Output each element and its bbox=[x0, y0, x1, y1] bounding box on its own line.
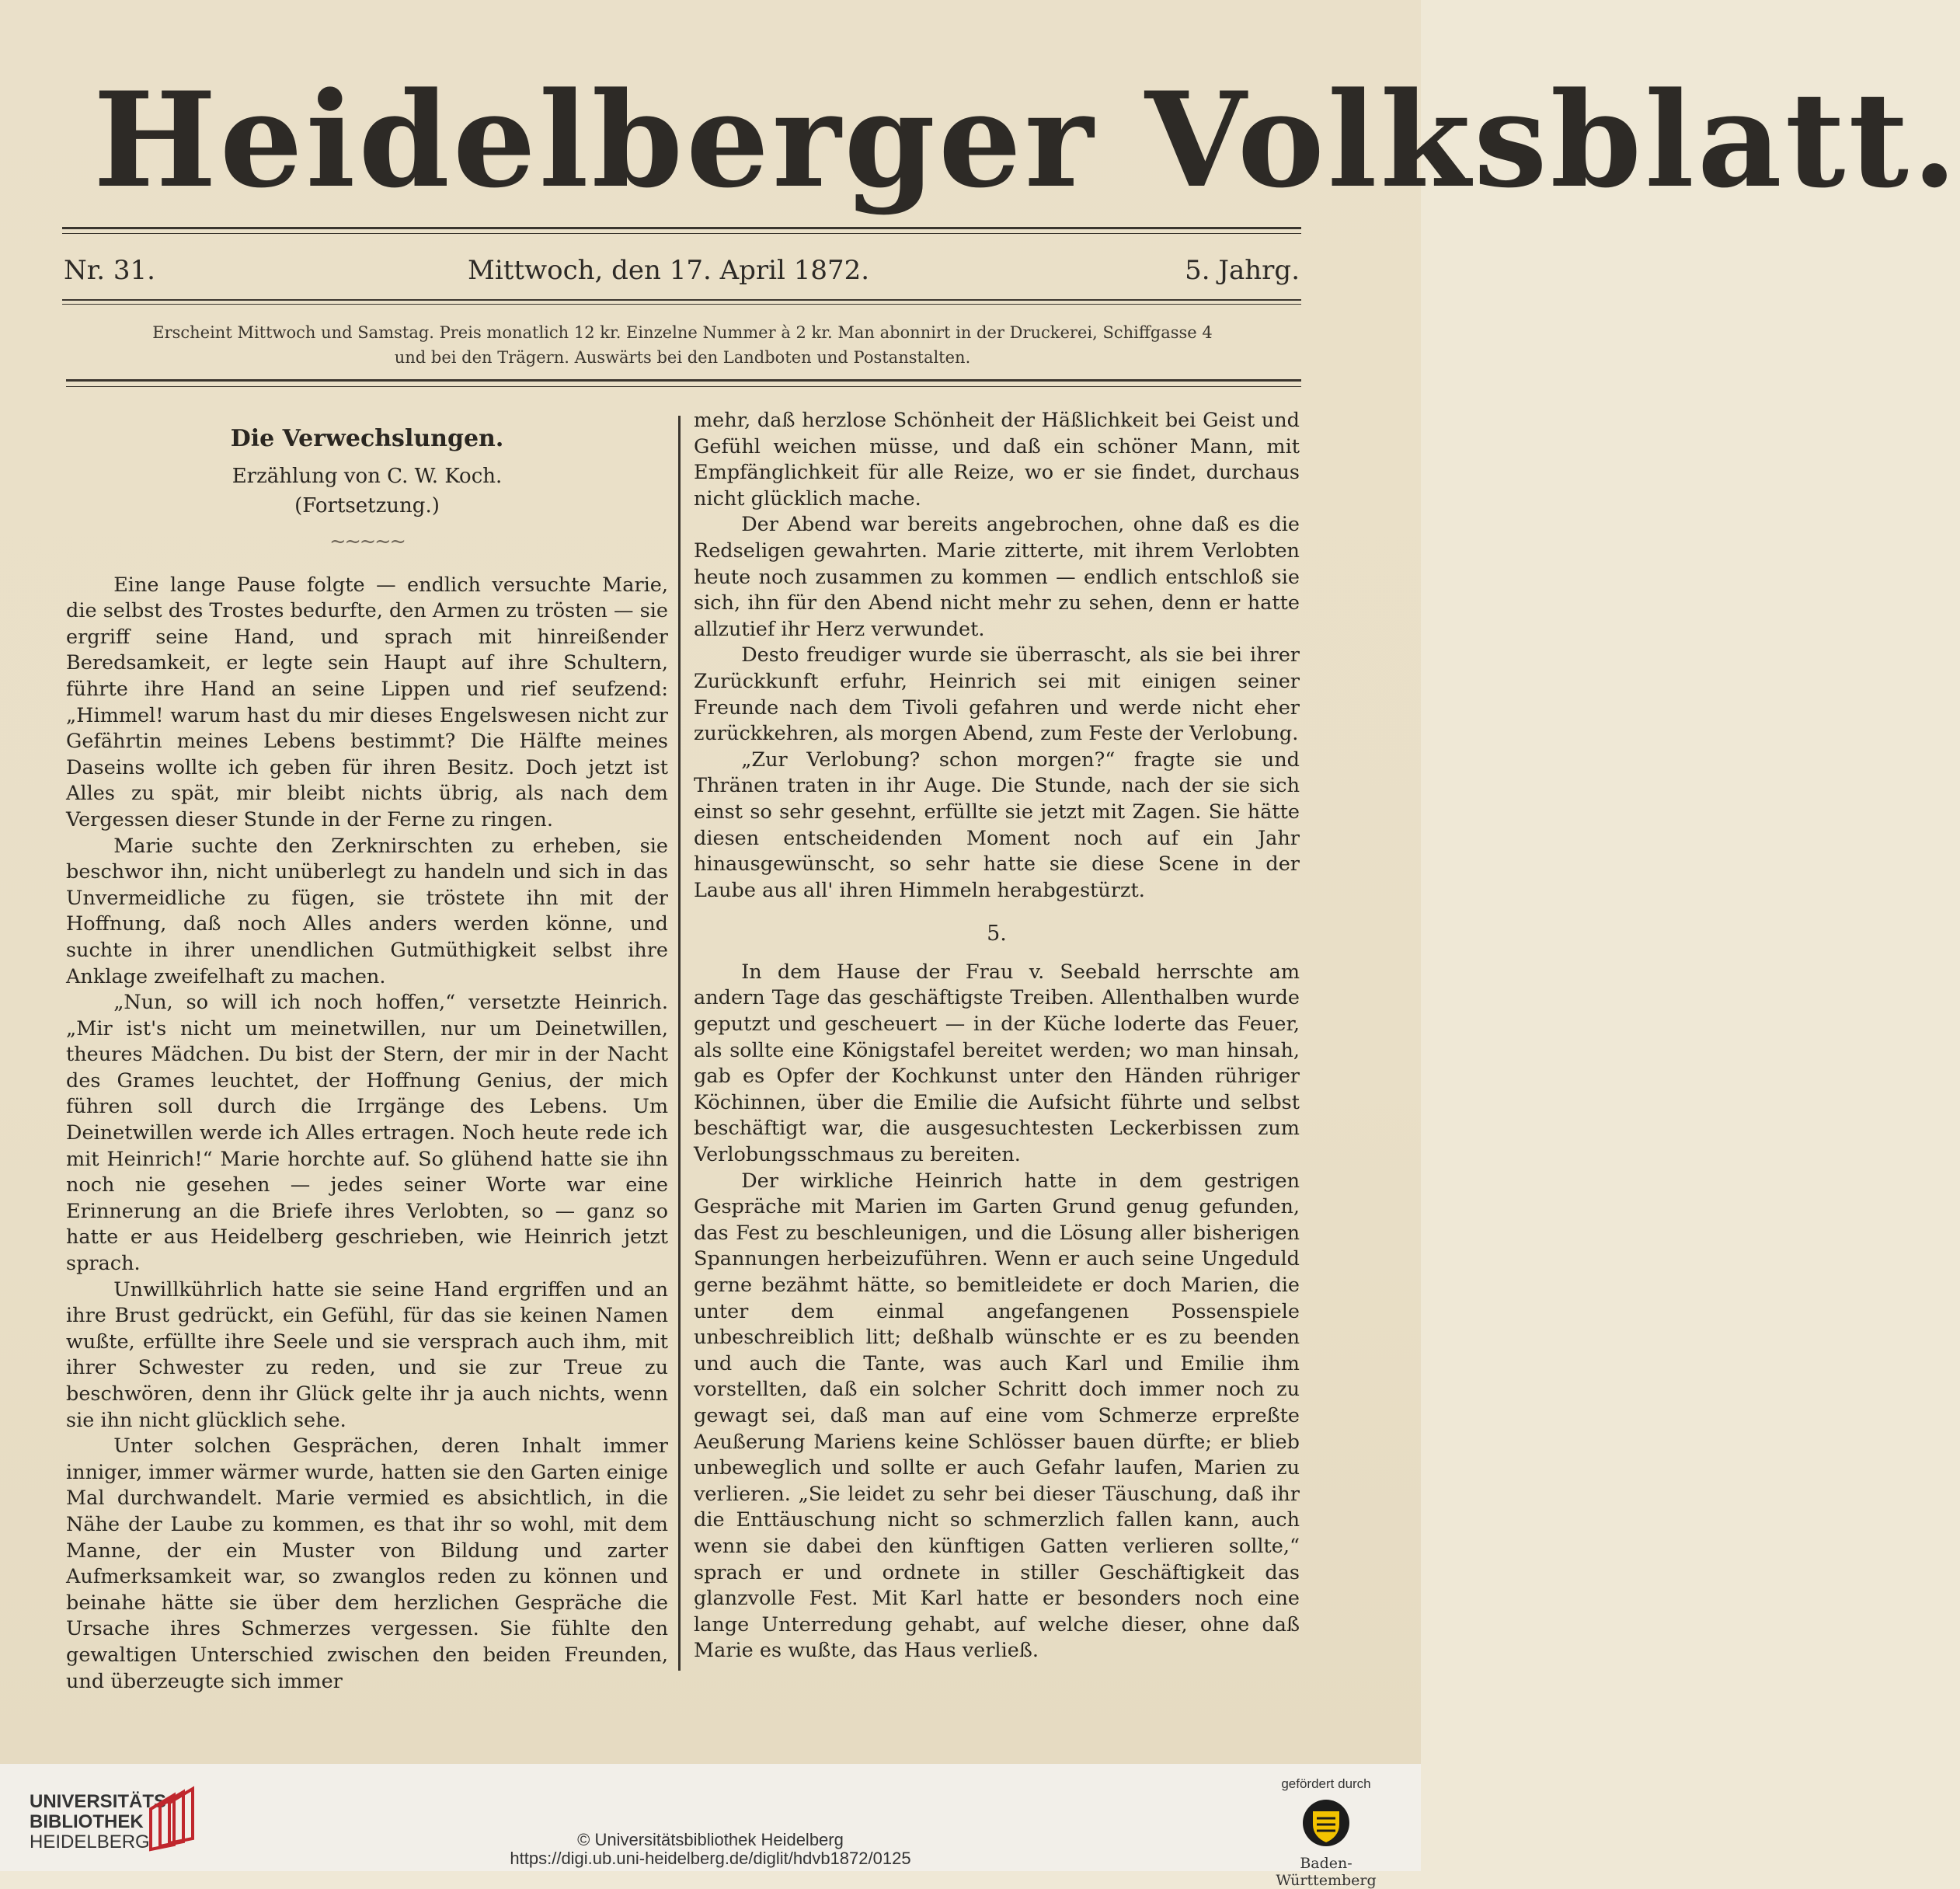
paragraph: Eine lange Pause folgte — endlich versuchte Marie, die selbst des Trostes bedurfte, den Armen zu trösten — sie ergriff seine Hand, und sprach mit hinreißender Beredsamkeit, er legte sein Haupt auf ihre Schultern, führte ihre Hand an seine Lippen und rief seufzend: „Himmel! warum hast du mir dieses Engelswesen nicht zur Gefährtin meines Lebens bestimmt? Die Hälfte meines Daseins wollte ich geben für ihren Besitz. Doch jetzt ist Alles zu spät, mir bleibt nichts übrig, als nach dem Vergessen dieser Stunde in der Ferne zu ringen. bbox=[66, 573, 668, 831]
library-name-line3: HEIDELBERG bbox=[30, 1831, 150, 1852]
paragraph: „Nun, so will ich noch hoffen,“ versetzte Heinrich. „Mir ist's nicht um meinetwillen, nur um Deinetwillen, theures Mädchen. Du bist der Stern, der mir in der Nacht des Grames leuchtet, der Hoffnung Genius, der mich führen soll durch die Irrgänge des Lebens. Um Deinetwillen werde ich Alles ertragen. Noch heute rede ich mit Heinrich!“ Marie horchte auf. So glühend hatte sie ihn noch nie gesehen — jedes seiner Worte war eine Erinnerung an die Briefe ihres Verlobten, so — ganz so hatte er aus Heidelberg geschrieben, wie Heinrich jetzt sprach. bbox=[66, 991, 668, 1276]
subscription-info-line1: Erscheint Mittwoch und Samstag. Preis monatlich 12 kr. Einzelne Nummer à 2 kr. Man abonnirt in der Druckerei, Schiffgasse 4 bbox=[152, 323, 1213, 342]
masthead-title: Heidelberger Volksblatt. bbox=[93, 63, 1960, 217]
issue-date: Mittwoch, den 17. April 1872. bbox=[468, 255, 870, 286]
masthead-rule-top bbox=[62, 227, 1301, 229]
paragraph: „Zur Verlobung? schon morgen?“ fragte sie und Thränen traten in ihr Auge. Die Stunde, nach der sie sich einst so sehr gesehnt, erfüllte sie jetzt mit Zagen. Sie hätte diesen entscheidenden Moment noch auf ein Jahr hinausgewünscht, so sehr hatte sie diese Scene in der Laube aus all' ihren Himmeln herabgestürzt. bbox=[694, 748, 1300, 902]
copyright-notice bbox=[0, 1831, 1421, 1868]
paragraph: Desto freudiger wurde sie überrascht, als sie bei ihrer Zurückkunft erfuhr, Heinrich sei mit einigen seiner Freunde nach dem Tivoli gefahren und werde nicht eher zurückkehren, als morgen Abend, zum Feste der Verlobung. bbox=[694, 643, 1300, 746]
content-rule-top bbox=[66, 379, 1301, 382]
funder-block bbox=[1252, 1776, 1400, 1889]
issue-year: 5. Jahrg. bbox=[1185, 255, 1300, 286]
article-column-right bbox=[694, 408, 1300, 1664]
funded-by-label: gefördert durch bbox=[1281, 1776, 1371, 1791]
copyright-text: © Universitätsbibliothek Heidelberg bbox=[577, 1830, 844, 1849]
issue-rule bbox=[62, 299, 1301, 301]
library-name-line2: BIBLIOTHEK bbox=[30, 1811, 144, 1832]
paragraph: Unter solchen Gesprächen, deren Inhalt immer inniger, immer wärmer wurde, hatten sie den Garten einige Mal durchwandelt. Marie vermied es absichtlich, in die Nähe der Laube zu kommen, es that ihr so wohl, mit dem Manne, der ein Muster von Bildung und zarter Aufmerksamkeit war, so zwanglos reden zu können und beinahe hätte sie über dem herzlichen Gespräche die Ursache ihres Schmerzes vergessen. Sie fühlte den gewaltigen Unterschied zwischen den beiden Freunden, und überzeugte sich immer bbox=[66, 1434, 668, 1693]
masthead-rule-thin bbox=[62, 233, 1301, 234]
article-title: Die Verwechslungen. bbox=[230, 425, 504, 452]
paragraph: mehr, daß herzlose Schönheit der Häßlichkeit bei Geist und Gefühl weichen müsse, und daß ein schöner Mann, mit Empfänglichkeit für alle Reize, wo er sie findet, durchaus nicht glücklich mache. bbox=[694, 409, 1300, 511]
paragraph: Marie suchte den Zerknirschten zu erheben, sie beschwor ihn, nicht unüberlegt zu handeln und sich in das Unvermeidliche zu fügen, sie tröstete ihn mit der Hoffnung, daß noch Alles anders werden könne, und suchte in ihrer unendlichen Gutmüthigkeit selbst ihre Anklage zweifelhaft zu machen. bbox=[66, 834, 668, 988]
paragraph: Der wirkliche Heinrich hatte in dem gestrigen Gespräche mit Marien im Garten Grund genug gefunden, das Fest zu beschleunigen, und die Lösung aller bisherigen Spannungen herbeizuführen. Wenn er auch seine Ungeduld gerne bezähmt hätte, so bemitleidete er doch Marien, die unter dem einmal angefangenen Possenspiele unbeschreiblich litt; deßhalb wünschte er es zu beenden und auch die Tante, was auch Karl und Emilie ihm vorstellten, daß ein solcher Schritt doch immer noch zu gewagt sei, daß man auf eine vom Schmerze erpreßte Aeußerung Mariens keine Schlösser bauen dürfte; er blieb unbeweglich und sollte er auch Gefahr laufen, Marien zu verlieren. „Sie leidet zu sehr bei dieser Täuschung, daß ihr die Enttäuschung nicht so schmerzlich fallen kann, auch wenn sie dabei den künftigen Gatten verlieren sollte,“ sprach er und ordnete in stiller Geschäftigkeit das glanzvolle Fest. Mit Karl hatte er besonders noch eine lange Unterredung gehabt, auf welche dieser, ohne daß Marie es wußte, das Haus verließ. bbox=[694, 1169, 1300, 1663]
subscription-info-line2: und bei den Trägern. Auswärts bei den Landboten und Postanstalten. bbox=[394, 348, 971, 367]
baden-wuerttemberg-seal-icon bbox=[1301, 1798, 1351, 1848]
issue-line bbox=[62, 249, 1301, 295]
funder-name: Baden-Württemberg bbox=[1276, 1855, 1377, 1889]
issue-rule-thin bbox=[62, 304, 1301, 305]
viewer-footer bbox=[0, 1764, 1421, 1889]
ornament-divider: ~~~~~ bbox=[329, 530, 405, 553]
paragraph: Der Abend war bereits angebrochen, ohne daß es die Redseligen gewahrten. Marie zitterte, mit ihrem Verlobten heute noch zusammen zu kommen — endlich entschloß sie sich, ihn für den Abend nicht mehr zu sehen, denn er hatte allzutief ihr Herz verwundet. bbox=[694, 513, 1300, 641]
article-author: Erzählung von C. W. Koch. bbox=[232, 465, 503, 488]
section-number: 5. bbox=[987, 922, 1007, 946]
subscription-info bbox=[59, 320, 1306, 370]
permalink[interactable]: https://digi.ub.uni-heidelberg.de/diglit/hdvb1872/0125 bbox=[510, 1849, 911, 1868]
paragraph: Unwillkührlich hatte sie seine Hand ergriffen und an ihre Brust gedrückt, ein Gefühl, für das sie keinen Namen wußte, erfüllte ihre Seele und sie versprach auch ihm, mit ihrer Schwester zu reden, und sie zur Treue zu beschwören, denn ihr Glück gelte ihr ja auch nichts, wenn sie ihn nicht glücklich sehe. bbox=[66, 1277, 668, 1432]
issue-number: Nr. 31. bbox=[64, 255, 155, 286]
article-column-left bbox=[66, 408, 668, 1695]
content-rule-thin bbox=[66, 386, 1301, 387]
paragraph: In dem Hause der Frau v. Seebald herrschte am andern Tage das geschäftigste Treiben. Allenthalben wurde geputzt und gescheuert — in der Küche loderte das Feuer, als sollte eine Königstafel bereitet werden; wo man hinsah, gab es Opfer der Kochkunst unter den Händen rühriger Köchinnen, über die Emilie die Aufsicht führte und selbst beschäftigt war, die ausgesuchtesten Leckerbissen zum Verlobungsschmaus zu bereiten. bbox=[694, 960, 1300, 1167]
article-continuation: (Fortsetzung.) bbox=[294, 494, 440, 518]
column-divider bbox=[678, 416, 681, 1671]
library-name-line1: UNIVERSITÄTS- bbox=[30, 1791, 173, 1812]
